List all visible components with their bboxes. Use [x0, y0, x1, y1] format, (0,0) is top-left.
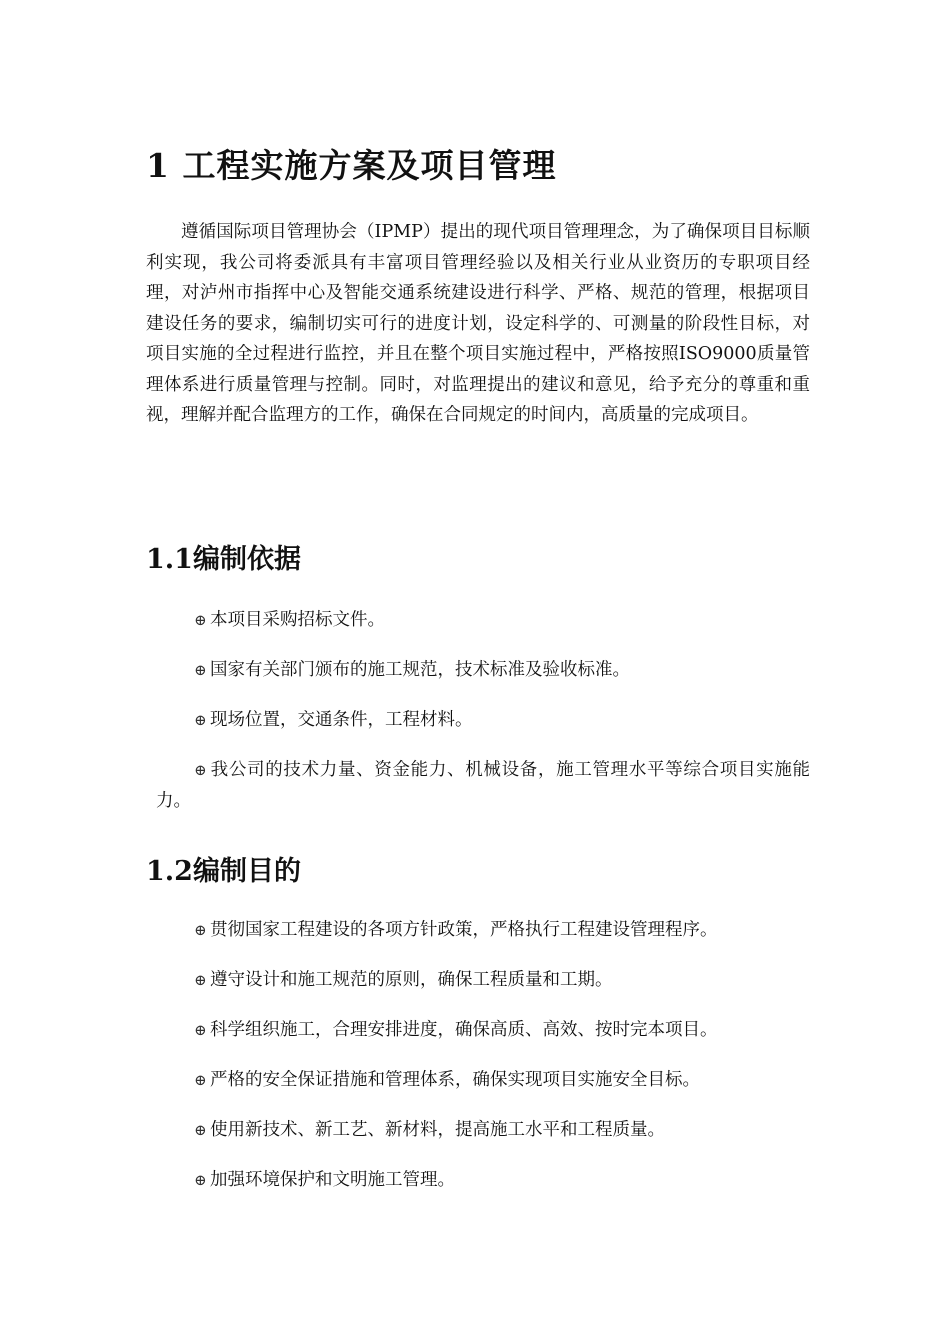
circle-plus-bullet-icon: ⊕ — [194, 1121, 207, 1139]
list-item — [146, 755, 810, 816]
circle-plus-bullet-icon: ⊕ — [194, 711, 207, 729]
section-heading-1-1: 1.1编制依据 — [146, 544, 301, 575]
list-item-text: 遵守设计和施工规范的原则，确保工程质量和工期。 — [210, 970, 613, 990]
circle-plus-bullet-icon: ⊕ — [194, 761, 207, 779]
list-item-text: 现场位置，交通条件，工程材料。 — [210, 710, 473, 730]
list-item — [146, 1115, 810, 1146]
section-1-2-list — [146, 915, 810, 1215]
list-item-text: 使用新技术、新工艺、新材料，提高施工水平和工程质量。 — [210, 1120, 665, 1140]
circle-plus-bullet-icon: ⊕ — [194, 921, 207, 939]
list-item-text: 贯彻国家工程建设的各项方针政策，严格执行工程建设管理程序。 — [210, 920, 718, 940]
intro-paragraph: 遵循国际项目管理协会（IPMP）提出的现代项目管理理念，为了确保项目目标顺利实现，我公司将委派具有丰富项目管理经验以及相关行业从业资历的专职项目经理，对泸州市指挥中心及智能交通系统建设进行科学、严格、规范的管理，根据项目建设任务的要求，编制切实可行的进度计划，设定科学的、可测量的阶段性目标，对项目实施的全过程进行监控，并且在整个项目实施过程中，严格按照ISO9000质量管理体系进行质量管理与控制。同时，对监理提出的建议和意见，给予充分的尊重和重视，理解并配合监理方的工作，确保在合同规定的时间内，高质量的完成项目。 — [146, 222, 810, 425]
circle-plus-bullet-icon: ⊕ — [194, 661, 207, 679]
section-1-1-list — [146, 605, 810, 836]
circle-plus-bullet-icon: ⊕ — [194, 1021, 207, 1039]
circle-plus-bullet-icon: ⊕ — [194, 1071, 207, 1089]
list-item-text: 国家有关部门颁布的施工规范，技术标准及验收标准。 — [210, 660, 630, 680]
chapter-heading: 1 工程实施方案及项目管理 — [146, 146, 557, 185]
section-heading-1-2: 1.2编制目的 — [146, 856, 301, 887]
list-item — [146, 605, 810, 636]
circle-plus-bullet-icon: ⊕ — [194, 971, 207, 989]
list-item — [146, 655, 810, 686]
list-item — [146, 1015, 810, 1046]
list-item-text: 我公司的技术力量、资金能力、机械设备，施工管理水平等综合项目实施能力。 — [156, 760, 810, 811]
circle-plus-bullet-icon: ⊕ — [194, 1171, 207, 1189]
list-item — [146, 915, 810, 946]
list-item — [146, 1165, 810, 1196]
list-item-text: 严格的安全保证措施和管理体系，确保实现项目实施安全目标。 — [210, 1070, 700, 1090]
list-item — [146, 705, 810, 736]
list-item — [146, 1065, 810, 1096]
list-item-text: 加强环境保护和文明施工管理。 — [210, 1170, 455, 1190]
list-item — [146, 965, 810, 996]
list-item-text: 本项目采购招标文件。 — [210, 610, 385, 630]
circle-plus-bullet-icon: ⊕ — [194, 611, 207, 629]
list-item-text: 科学组织施工，合理安排进度，确保高质、高效、按时完本项目。 — [210, 1020, 718, 1040]
